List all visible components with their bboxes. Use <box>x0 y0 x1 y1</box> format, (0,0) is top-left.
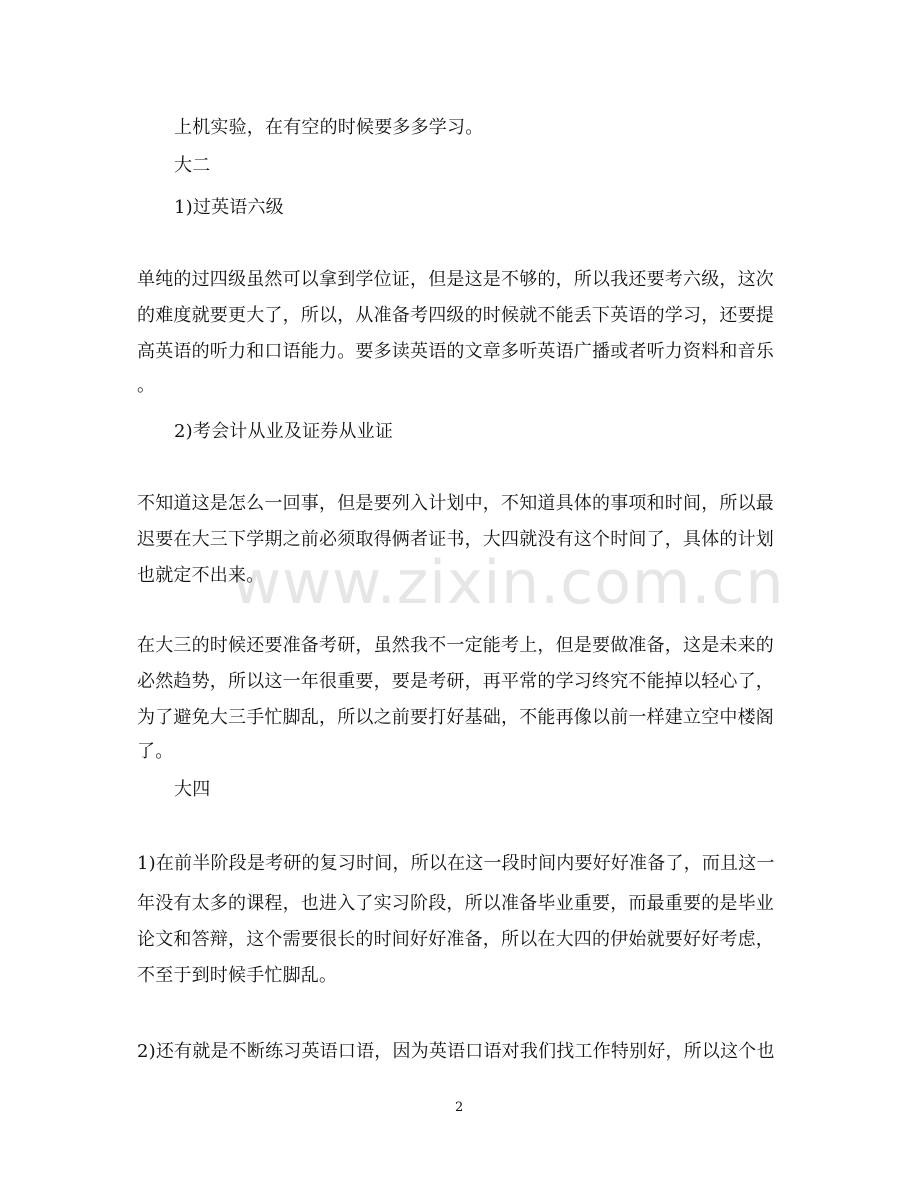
text-line: 。 <box>137 375 156 396</box>
text-line: 1)在前半阶段是考研的复习时间，所以在这一段时间内要好好准备了，而且这一 <box>137 853 775 874</box>
text-line: 上机实验，在有空的时候要多多学习。 <box>174 117 484 138</box>
text-line: 高英语的听力和口语能力。要多读英语的文章多听英语广播或者听力资料和音乐 <box>137 341 774 362</box>
section-heading: 大四 <box>174 779 211 800</box>
text-line: 为了避免大三手忙脚乱，所以之前要打好基础，不能再像以前一样建立空中楼阁 <box>137 707 774 728</box>
text-line: 年没有太多的课程，也进入了实习阶段，所以准备毕业重要，而最重要的是毕业 <box>137 893 774 914</box>
watermark: www.zixin.com.cn <box>232 548 785 618</box>
text-line: 不知道这是怎么一回事，但是要列入计划中，不知道具体的事项和时间，所以最 <box>137 493 774 514</box>
text-line: 也就定不出来。 <box>137 565 265 586</box>
text-line: 在大三的时候还要准备考研，虽然我不一定能考上，但是要做准备，这是未来的 <box>137 635 774 656</box>
text-line: 论文和答辩，这个需要很长的时间好好准备，所以在大四的伊始就要好好考虑， <box>137 929 774 950</box>
text-line: 了。 <box>137 741 174 762</box>
page-number: 2 <box>455 1100 464 1115</box>
text-line: 的难度就要更大了，所以，从准备考四级的时候就不能丢下英语的学习，还要提 <box>137 305 774 326</box>
text-line: 必然趋势，所以这一年很重要，要是考研，再平常的学习终究不能掉以轻心了， <box>137 671 774 692</box>
list-item-heading: 1)过英语六级 <box>174 197 284 218</box>
text-line: 2)还有就是不断练习英语口语，因为英语口语对我们找工作特别好，所以这个也 <box>137 1041 775 1062</box>
text-line: 迟要在大三下学期之前必须取得俩者证书，大四就没有这个时间了，具体的计划 <box>137 529 774 550</box>
text-line: 单纯的过四级虽然可以拿到学位证，但是这是不够的，所以我还要考六级，这次 <box>137 269 774 290</box>
section-heading: 大二 <box>174 155 211 176</box>
list-item-heading: 2)考会计从业及证券从业证 <box>174 421 394 442</box>
text-line: 不至于到时候手忙脚乱。 <box>137 965 338 986</box>
